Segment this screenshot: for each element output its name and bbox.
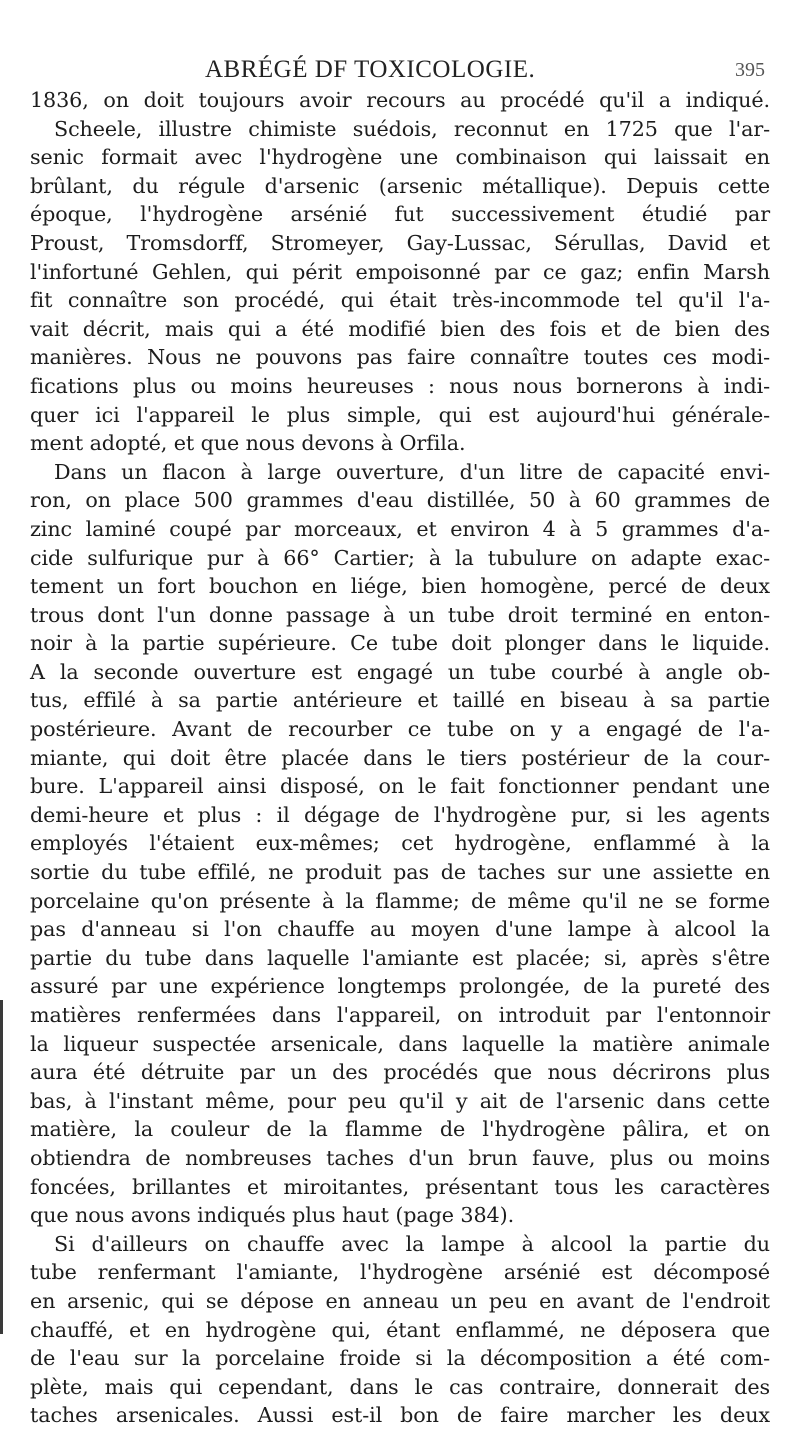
text-line: employés l'étaient eux-mêmes; cet hydrogène, enflammé à la	[30, 831, 770, 856]
text-line: Si d'ailleurs on chauffe avec la lampe à alcool la partie du	[54, 1231, 770, 1256]
text-line: que nous avons indiqués plus haut (page 384).	[30, 1203, 515, 1228]
text-line: époque, l'hydrogène arsénié fut successivement étudié par	[30, 202, 770, 227]
text-line: plète, mais qui cependant, dans le cas contraire, donnerait des	[30, 1374, 770, 1399]
text-line: brûlant, du régule d'arsenic (arsenic métallique). Depuis cette	[30, 173, 770, 198]
text-line: foncées, brillantes et miroitantes, présentant tous les caractères	[30, 1174, 770, 1199]
text-line: manières. Nous ne pouvons pas faire connaître toutes ces modi-	[30, 345, 770, 370]
text-line: tement un fort bouchon en liége, bien homogène, percé de deux	[30, 574, 770, 599]
text-line: ron, on place 500 grammes d'eau distillée, 50 à 60 grammes de	[30, 488, 770, 513]
text-line: bas, à l'instant même, pour peu qu'il y ait de l'arsenic dans cette	[30, 1088, 770, 1113]
text-line: pas d'anneau si l'on chauffe au moyen d'une lampe à alcool la	[30, 917, 770, 942]
text-line: fications plus ou moins heureuses : nous nous bornerons à indi-	[30, 373, 770, 398]
text-line: aura été détruite par un des procédés que nous décrirons plus	[30, 1060, 770, 1085]
page-edge-shadow	[0, 1000, 3, 1334]
text-line: 1836, on doit toujours avoir recours au procédé qu'il a indiqué.	[30, 88, 770, 112]
text-line: chauffé, et en hydrogène qui, étant enflammé, ne déposera que	[30, 1317, 770, 1342]
text-line: matière, la couleur de la flamme de l'hydrogène pâlira, et on	[30, 1117, 770, 1142]
running-head-title: ABRÉGÉ DF TOXICOLOGIE.	[205, 56, 536, 83]
text-line: vait décrit, mais qui a été modifié bien des fois et de bien des	[30, 316, 770, 341]
text-line: partie du tube dans laquelle l'amiante est placée; si, après s'être	[30, 945, 770, 970]
text-line: ment adopté, et que nous devons à Orfila.	[30, 431, 466, 456]
text-line: tube renfermant l'amiante, l'hydrogène arsénié est décomposé	[30, 1260, 770, 1285]
text-line: en arsenic, qui se dépose en anneau un peu en avant de l'endroit	[30, 1288, 770, 1313]
running-head	[0, 40, 800, 83]
text-line: obtiendra de nombreuses taches d'un brun fauve, plus ou moins	[30, 1145, 770, 1170]
text-line: la liqueur suspectée arsenicale, dans laquelle la matière animale	[30, 1031, 770, 1056]
text-line: sortie du tube effilé, ne produit pas de taches sur une assiette en	[30, 860, 770, 885]
text-line: taches arsenicales. Aussi est-il bon de faire marcher les deux	[30, 1403, 770, 1428]
body-text	[30, 86, 770, 1428]
text-line: demi-heure et plus : il dégage de l'hydrogène pur, si les agents	[30, 802, 770, 827]
text-line: tus, effilé à sa partie antérieure et taillé en biseau à sa partie	[30, 688, 770, 713]
text-line: Dans un flacon à large ouverture, d'un litre de capacité envi-	[54, 459, 770, 484]
text-line: postérieure. Avant de recourber ce tube on y a engagé de l'a-	[30, 717, 770, 742]
text-line: A la seconde ouverture est engagé un tube courbé à angle ob-	[30, 659, 770, 684]
text-line: porcelaine qu'on présente à la flamme; de même qu'il ne se forme	[30, 888, 770, 913]
text-line: fit connaître son procédé, qui était très-incommode tel qu'il l'a-	[30, 288, 770, 313]
text-line: noir à la partie supérieure. Ce tube doit plonger dans le liquide.	[30, 631, 770, 656]
text-line: trous dont l'un donne passage à un tube droit terminé en enton-	[30, 602, 770, 627]
text-line: assuré par une expérience longtemps prolongée, de la pureté des	[30, 974, 770, 999]
text-line: Scheele, illustre chimiste suédois, reconnut en 1725 que l'ar-	[54, 116, 770, 141]
text-line: quer ici l'appareil le plus simple, qui est aujourd'hui générale-	[30, 402, 770, 427]
text-line: bure. L'appareil ainsi disposé, on le fait fonctionner pendant une	[30, 774, 770, 799]
text-line: zinc laminé coupé par morceaux, et environ 4 à 5 grammes d'a-	[30, 516, 770, 541]
text-line: matières renfermées dans l'appareil, on introduit par l'entonnoir	[30, 1003, 770, 1027]
page-number: 395	[735, 59, 765, 81]
text-line: l'infortuné Gehlen, qui périt empoisonné par ce gaz; enfin Marsh	[30, 259, 770, 284]
text-line: miante, qui doit être placée dans le tiers postérieur de la cour-	[30, 745, 770, 770]
text-line: cide sulfurique pur à 66° Cartier; à la tubulure on adapte exac-	[30, 545, 770, 570]
text-line: Proust, Tromsdorff, Stromeyer, Gay-Lussac, Sérullas, David et	[30, 230, 770, 255]
text-line: de l'eau sur la porcelaine froide si la décomposition a été com-	[30, 1346, 770, 1371]
text-line: senic formait avec l'hydrogène une combinaison qui laissait en	[30, 145, 770, 170]
